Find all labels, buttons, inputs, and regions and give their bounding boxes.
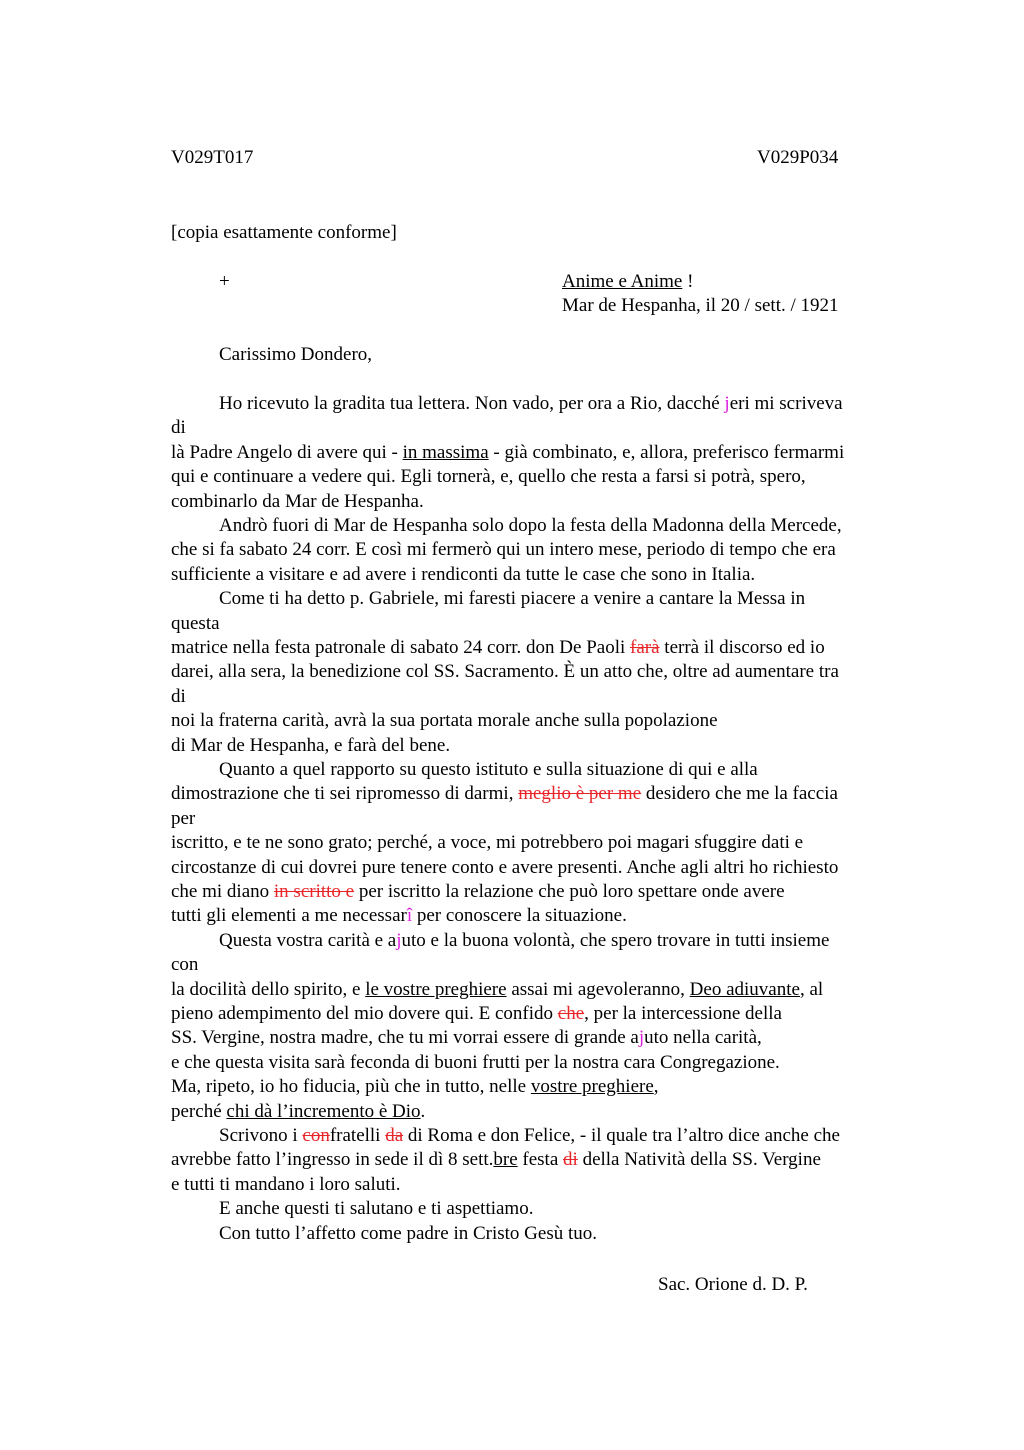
letter-line [171, 1148, 821, 1172]
underlined-text: Deo adiuvante [689, 978, 800, 1000]
text-segment: festa [517, 1149, 564, 1171]
place-date: Mar de Hespanha, il 20 / sett. / 1921 [562, 295, 839, 316]
text-segment: iscritto, e te ne sono grato; perché, a voce, mi potrebbero poi magari sfuggire dati e [171, 832, 804, 854]
signature: Sac. Orione d. D. P. [658, 1274, 808, 1295]
cross-symbol: + [219, 271, 230, 292]
text-segment: Quanto a quel rapporto su questo istituto e sulla situazione di qui e alla [219, 759, 758, 780]
letter-line [171, 1002, 782, 1026]
text-segment: la docilità dello spirito, e [171, 978, 366, 1000]
document-code-right: V029P034 [757, 147, 839, 168]
text-segment: che mi diano [171, 881, 274, 902]
deleted-text: di [563, 1149, 578, 1171]
salutation: Carissimo Dondero, [219, 344, 373, 365]
letter-line [171, 831, 803, 855]
text-segment: eri mi scriveva [729, 393, 843, 414]
motto-line [562, 270, 693, 294]
text-segment: tutti gli elementi a me necessar [171, 905, 407, 927]
deleted-text: farà [630, 637, 660, 658]
text-segment: combinarlo da Mar de Hespanha. [171, 490, 424, 512]
text-segment: di [171, 417, 186, 439]
text-segment: Come ti ha detto p. Gabriele, mi faresti piacere a venire a cantare la Messa in [219, 588, 806, 610]
letter-line [171, 465, 806, 489]
text-segment: matrice nella festa patronale di sabato 24 corr. don De Paoli [171, 637, 631, 658]
text-segment: uto e la buona volontà, che spero trovare in tutti insieme [401, 929, 830, 951]
letter-line [171, 880, 785, 904]
text-segment: desidero che me la faccia [641, 783, 838, 805]
deleted-text: che [557, 1003, 585, 1024]
letter-line [171, 660, 839, 684]
letter-line [219, 1197, 533, 1221]
deleted-text: da [385, 1125, 404, 1146]
letter-line [171, 953, 198, 977]
motto: Anime e Anime [562, 271, 683, 292]
letter-line [219, 1222, 597, 1246]
letter-line [171, 441, 844, 465]
text-segment: sufficiente a visitare e ad avere i rendiconti da tutte le case che sono in Italia. [171, 563, 756, 585]
motto-exclamation: ! [682, 271, 694, 292]
corrected-letter: j [724, 393, 730, 414]
letter-line [171, 538, 836, 562]
document-code-left: V029T017 [171, 147, 254, 168]
letter-line [171, 709, 718, 733]
letter-line [219, 514, 842, 538]
letter-line [219, 929, 829, 953]
text-segment: , [653, 1076, 659, 1098]
text-segment: di [171, 685, 186, 707]
letter-line [219, 758, 758, 782]
text-segment: questa [171, 612, 220, 634]
letter-line [171, 685, 186, 709]
text-segment: per iscritto la relazione che può loro spettare onde avere [354, 881, 785, 902]
text-segment: perché [171, 1100, 227, 1122]
text-segment: Ma, ripeto, io ho fiducia, più che in tutto, nelle [171, 1076, 531, 1098]
letter-line [171, 904, 627, 928]
letter-line [171, 490, 424, 514]
text-segment: con [171, 954, 199, 976]
copy-note: [copia esattamente conforme] [171, 222, 397, 243]
letter-line [171, 782, 838, 806]
deleted-text: con [302, 1125, 330, 1146]
text-segment: pieno adempimento del mio dovere qui. E confido [171, 1003, 558, 1024]
underlined-text: bre [493, 1149, 518, 1171]
letter-line [171, 636, 825, 660]
text-segment: là Padre Angelo di avere qui - [171, 441, 403, 463]
letter-line [171, 807, 195, 831]
text-segment: - già combinato, e, allora, preferisco fermarmi [488, 441, 845, 463]
text-segment: Scrivono i [219, 1125, 303, 1146]
text-segment: Ho ricevuto la gradita tua lettera. Non vado, per ora a Rio, dacché [219, 393, 725, 414]
text-segment: SS. Vergine, nostra madre, che tu mi vorrai essere di grande a [171, 1027, 639, 1049]
text-segment: Questa vostra carità e a [219, 929, 397, 951]
text-segment: della Natività della SS. Vergine [577, 1149, 821, 1171]
text-segment: assai mi agevoleranno, [506, 978, 690, 1000]
text-segment: qui e continuare a vedere qui. Egli tornerà, e, quello che resta a farsi si potrà, spero, [171, 466, 806, 488]
underlined-text: in massima [402, 441, 489, 463]
text-segment: che si fa sabato 24 corr. E così mi fermerò qui un intero mese, periodo di tempo che era [171, 539, 836, 561]
text-segment: , per la intercessione della [584, 1003, 782, 1024]
underlined-text: vostre preghiere [530, 1076, 654, 1098]
letter-line [171, 856, 838, 880]
text-segment: per [171, 807, 196, 829]
text-segment: uto nella carità, [644, 1027, 762, 1049]
text-segment: di Roma e don Felice, - il quale tra l’altro dice anche che [403, 1125, 840, 1146]
letter-line [171, 734, 450, 758]
text-segment: e che questa visita sarà feconda di buoni frutti per la nostra cara Congregazione. [171, 1051, 780, 1073]
corrected-letter: j [396, 929, 402, 951]
text-segment: , al [799, 978, 824, 1000]
letter-line [171, 416, 186, 440]
text-segment: dimostrazione che ti sei ripromesso di darmi, [171, 783, 519, 805]
text-segment: E anche questi ti salutano e ti aspettiamo. [219, 1198, 534, 1220]
corrected-letter: j [638, 1027, 645, 1049]
letter-line [171, 978, 823, 1002]
text-segment: darei, alla sera, la benedizione col SS. Sacramento. È un atto che, oltre ad aumentare tra [171, 661, 839, 683]
text-segment: di Mar de Hespanha, e farà del bene. [171, 734, 451, 756]
letter-line [171, 612, 220, 636]
text-segment: fratelli [329, 1125, 386, 1146]
text-segment: Andrò fuori di Mar de Hespanha solo dopo la festa della Madonna della Mercede, [219, 515, 842, 536]
letter-line [219, 587, 805, 611]
underlined-text: chi dà l’incremento è Dio [226, 1100, 421, 1122]
text-segment: Con tutto l’affetto come padre in Cristo Gesù tuo. [219, 1222, 597, 1244]
text-segment: . [420, 1100, 426, 1122]
letter-line [171, 1026, 762, 1050]
letter-line [171, 1051, 780, 1075]
text-segment: noi la fraterna carità, avrà la sua portata morale anche sulla popolazione [171, 710, 718, 732]
text-segment: per conoscere la situazione. [412, 905, 627, 927]
letter-line [219, 392, 843, 416]
deleted-text: in scritto e [273, 881, 355, 902]
letter-line [171, 563, 755, 587]
text-segment: circostanze di cui dovrei pure tenere conto e avere presenti. Anche agli altri ho richiesto [171, 856, 839, 878]
text-segment: terrà il discorso ed io [659, 637, 825, 658]
corrected-letter: î [406, 905, 413, 927]
letter-line [219, 1124, 840, 1148]
text-segment: avrebbe fatto l’ingresso in sede il dì 8 sett. [171, 1149, 494, 1171]
deleted-text: meglio è per me [518, 783, 642, 805]
letter-line [171, 1173, 401, 1197]
letter-line [171, 1075, 659, 1099]
letter-line [171, 1100, 425, 1124]
text-segment: e tutti ti mandano i loro saluti. [171, 1173, 401, 1195]
underlined-text: le vostre preghiere [365, 978, 507, 1000]
